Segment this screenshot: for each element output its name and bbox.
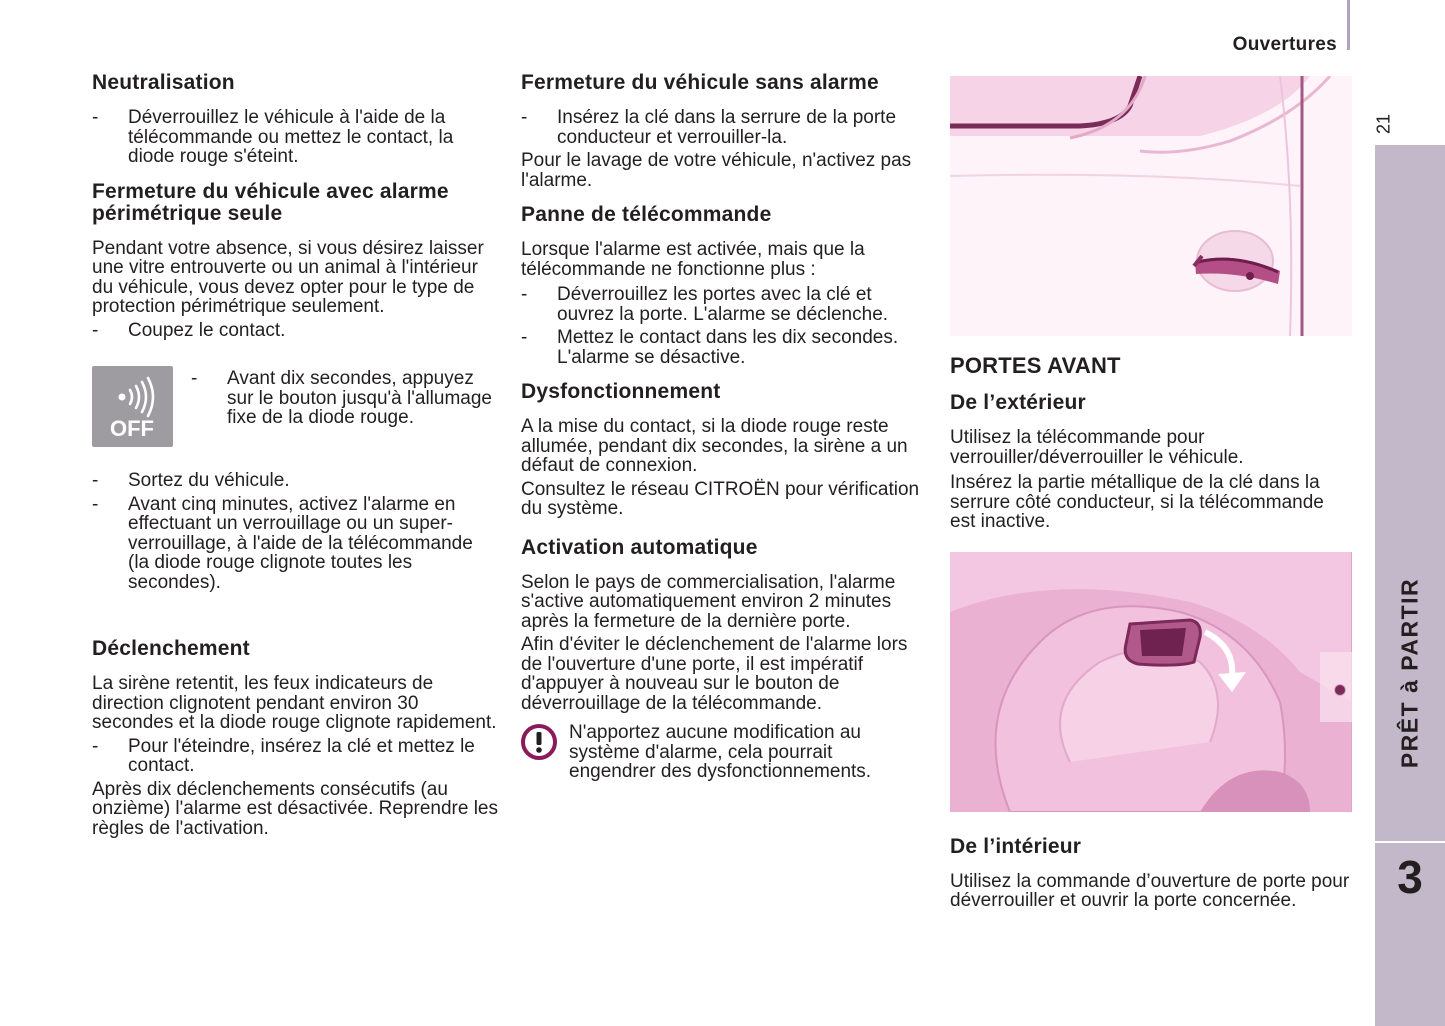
- paragraph: Selon le pays de commercialisation, l'alarme s'active automatiquement environ 2 minutes après la fermeture de la dernière porte.: [521, 571, 896, 632]
- header-divider: [1347, 0, 1350, 50]
- list-dash: -: [521, 327, 528, 348]
- chapter-number: 3: [1397, 851, 1423, 903]
- paragraph: Utilisez la commande d’ouverture de porte pour déverrouiller et ouvrir la porte concernée.: [950, 870, 1350, 911]
- list-item: [521, 108, 921, 147]
- list-dash: -: [92, 470, 99, 491]
- list-item: [92, 471, 498, 491]
- page-number: 21: [1373, 113, 1394, 135]
- paragraph: A la mise du contact, si la diode rouge reste allumée, pendant dix secondes, la sirène a un défaut de connexion.: [521, 416, 908, 476]
- paragraph: Afin d'éviter le déclenchement de l'alarme lors de l'ouverture d'une porte, il est impératif d'appuyer à nouveau sur le bouton de déverrouillage de la télécommande.: [521, 634, 908, 714]
- list-item: [521, 328, 921, 367]
- list-item-text: Déverrouillez le véhicule à l'aide de la télécommande ou mettez le contact, la diode rouge s'éteint.: [128, 107, 454, 167]
- list-dash: -: [92, 107, 99, 128]
- paragraph: Pour le lavage de votre véhicule, n'activez pas l'alarme.: [521, 150, 912, 191]
- chapter-side-tab: [1375, 145, 1445, 1026]
- heading-panne-telecommande: Panne de télécommande: [521, 203, 772, 226]
- list-dash: -: [521, 284, 528, 305]
- paragraph: Utilisez la télécommande pour verrouiller/déverrouiller le véhicule.: [950, 427, 1244, 468]
- paragraph: Insérez la partie métallique de la clé dans la serrure côté conducteur, si la télécommande est inactive.: [950, 472, 1324, 532]
- list-item-text: Avant dix secondes, appuyez sur le bouton jusqu'à l'allumage fixe de la diode rouge.: [227, 368, 492, 428]
- heading-activation-automatique: Activation automatique: [521, 535, 758, 559]
- list-dash: -: [92, 319, 99, 341]
- list-item: [92, 321, 498, 341]
- heading-portes-avant: PORTES AVANT: [950, 353, 1121, 378]
- list-dash: -: [521, 107, 528, 128]
- list-item-text: Coupez le contact.: [128, 319, 286, 341]
- column-middle: [521, 72, 921, 782]
- warning-text: N'apportez aucune modification au système d'alarme, cela pourrait engendrer des dysfonctionnements.: [569, 722, 872, 782]
- list-item: [92, 108, 498, 167]
- list-item: [191, 366, 498, 428]
- list-item-text: Déverrouillez les portes avec la clé et ouvrez la porte. L'alarme se déclenche.: [557, 284, 889, 325]
- header-title: Ouvertures: [1232, 34, 1337, 55]
- heading-fermeture-sans-alarme: Fermeture du véhicule sans alarme: [521, 71, 879, 94]
- door-handle-interior-illustration: [950, 552, 1352, 812]
- door-handle-exterior-illustration: [950, 76, 1352, 336]
- heading-de-l-interieur: De l’intérieur: [950, 834, 1082, 858]
- heading-declenchement: Déclenchement: [92, 637, 250, 660]
- list-item-text: Sortez du véhicule.: [128, 470, 290, 491]
- list-item-text: Avant cinq minutes, activez l'alarme en effectuant un verrouillage ou un super-verrouillage, à l'aide de la télécommande (la diode rouge clignote toutes les secondes).: [128, 493, 473, 593]
- off-button-instruction: [92, 366, 498, 447]
- list-dash: -: [92, 493, 99, 515]
- heading-de-l-exterieur: De l’extérieur: [950, 391, 1086, 414]
- chapter-divider: [1375, 841, 1445, 843]
- list-item-text: Pour l'éteindre, insérez la clé et mettez le contact.: [128, 735, 475, 776]
- list-dash: -: [92, 735, 99, 757]
- column-left: [92, 72, 498, 838]
- warning-note: [521, 723, 921, 782]
- paragraph: Pendant votre absence, si vous désirez laisser une vitre entrouverte ou un animal à l'intérieur du véhicule, vous devez opter pour le type de protection périmétrique seulement.: [92, 237, 484, 317]
- paragraph: Consultez le réseau CITROËN pour vérification du système.: [521, 478, 920, 519]
- list-dash: -: [191, 368, 198, 389]
- heading-neutralisation: Neutralisation: [92, 71, 235, 94]
- paragraph: La sirène retentit, les feux indicateurs de direction clignotent pendant environ 30 secondes et la diode rouge clignote rapidement.: [92, 673, 497, 733]
- chapter-label: PRÊT à PARTIR: [1396, 577, 1423, 769]
- list-item: [92, 495, 498, 593]
- off-icon-label: OFF: [110, 416, 154, 441]
- list-item: [521, 285, 921, 324]
- remote-off-icon: [92, 366, 173, 447]
- paragraph: Lorsque l'alarme est activée, mais que la télécommande ne fonctionne plus :: [521, 239, 865, 280]
- heading-alarme-perimetrique: Fermeture du véhicule avec alarme périmétrique seule: [92, 179, 449, 225]
- list-item-text: Insérez la clé dans la serrure de la porte conducteur et verrouiller-la.: [557, 107, 897, 148]
- list-item-text: Mettez le contact dans les dix secondes. L'alarme se désactive.: [557, 327, 899, 368]
- heading-dysfonctionnement: Dysfonctionnement: [521, 380, 721, 403]
- exclamation-warning-icon: [521, 723, 569, 768]
- list-item: [92, 737, 498, 776]
- column-right: [950, 72, 1350, 911]
- paragraph: Après dix déclenchements consécutifs (au onzième) l'alarme est désactivée. Reprendre les règles de l'activation.: [92, 778, 498, 839]
